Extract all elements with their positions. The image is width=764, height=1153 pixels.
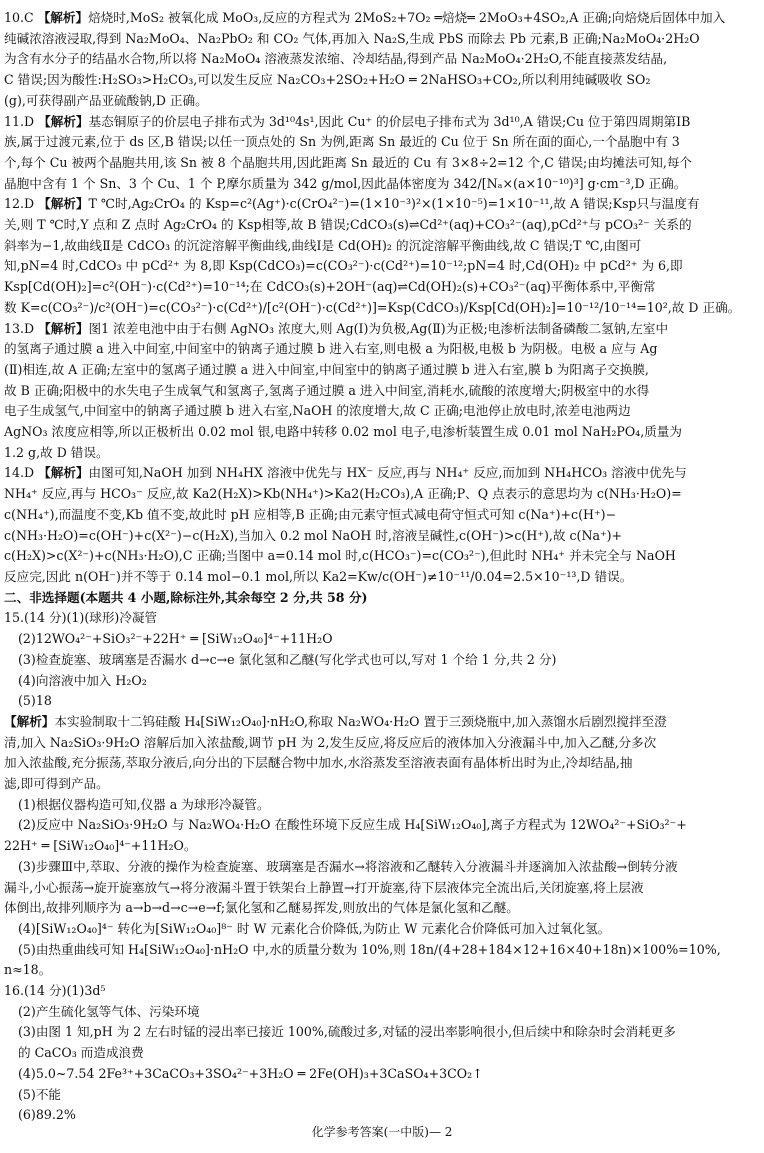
answer-15 — [4, 608, 756, 981]
question-head: 16.(14 分)(1)3d⁵ — [4, 983, 106, 999]
answer-line: (3)由图 1 知,pH 为 2 左右时锰的浸出率已接近 100%,硫酸过多,对锰的浸出率影响很小,但后续中和除杂时会消耗更多 — [18, 1024, 676, 1040]
text-line: 清,加入 Na₂SiO₃·9H₂O 溶解后加入浓盐酸,调节 pH 为 2,发生反应,将反应后的液体加入分液漏斗中,加入乙醚,分多次 — [4, 734, 657, 750]
text-line: 焙烧时,MoS₂ 被氧化成 MoO₃,反应的方程式为 2MoS₂+7O₂ ═焙烧═ 2MoO₃+4SO₂,A 正确;向焙烧后固体中加入 — [88, 10, 726, 25]
question-head: 15.(14 分)(1)(球形)冷凝管 — [4, 610, 158, 626]
text-line: 为含有水分子的结晶水合物,所以将 Na₂MoO₄ 溶液蒸发浓缩、冷却结晶,得到产品 Na₂MoO₄·2H₂O,不能直接蒸发结晶, — [4, 51, 668, 67]
answer-number: 12.D — [4, 196, 35, 212]
text-line: 反应完,因此 n(OH⁻)并不等于 0.14 mol−0.1 mol,所以 Ka2=Kw/c(OH⁻)≠10⁻¹¹/0.04=2.5×10⁻¹³,D 错误。 — [4, 568, 633, 584]
text-line: 个,每个 Cu 被两个晶胞共用,该 Sn 被 8 个晶胞共用,因此距离 Sn 最近的 Cu 有 3×8÷2=12 个,C 错误;由均摊法可知,每个 — [4, 154, 693, 170]
text-line: 纯碱浓溶液浸取,得到 Na₂MoO₄、Na₂PbO₂ 和 CO₂ 气体,再加入 Na₂S,生成 PbS 而除去 Pb 元素,B 正确;Na₂MoO₄·2H₂O — [4, 30, 700, 46]
answer-number: 10.C — [4, 10, 34, 25]
text-line: C 错误;因为酸性:H₂SO₃>H₂CO₃,可以发生反应 Na₂CO₃+2SO₂+H₂O ═ 2NaHSO₃+CO₂,所以利用纯碱吸收 SO₂ — [4, 72, 651, 88]
text-line: (1)根据仪器构造可知,仪器 a 为球形冷凝管。 — [18, 796, 270, 812]
answer-line: (6)89.2% — [18, 1107, 76, 1123]
answer-line: (2)12WO₄²⁻+SiO₃²⁻+22H⁺ ═ [SiW₁₂O₄₀]⁴⁻+11H₂O — [18, 631, 333, 647]
answer-line: (5)18 — [18, 693, 52, 709]
text-line: (5)由热重曲线可知 H₄[SiW₁₂O₄₀]·nH₂O 中,水的质量分数为 10%,则 18n/(4+28+184×12+16×40+18n)×100%=10%, — [18, 941, 721, 957]
answer-14-line-1 — [4, 463, 756, 484]
text-line: (Ⅱ)相连,故 A 正确;左室中的氢离子通过膜 a 进入中间室,中间室中的钠离子通过膜 b 进入右室,膜 b 为阳离子交换膜, — [4, 361, 649, 377]
text-line: 关,则 T ℃时,Y 点和 Z 点时 Ag₂CrO₄ 的 Ksp相等,故 B 错误;CdCO₃(s)⇌Cd²⁺(aq)+CO₃²⁻(aq),pCd²⁺与 pCO₃²⁻ 关系的 — [4, 217, 692, 233]
answer-number: 13.D — [4, 320, 35, 336]
text-line: 本实验制取十二钨硅酸 H₄[SiW₁₂O₄₀]·nH₂O,称取 Na₂WO₄·H₂O 置于三颈烧瓶中,加入蒸馏水后剧烈搅拌至澄 — [54, 713, 667, 729]
answer-page — [4, 8, 756, 1126]
text-line: NH₄⁺ 反应,再与 HCO₃⁻ 反应,故 Ka2(H₂X)>Kb(NH₄⁺)>Ka2(H₂CO₃),A 正确;P、Q 点表示的意思均为 c(NH₃·H₂O)= — [4, 486, 682, 502]
text-line: 由图可知,NaOH 加到 NH₄HX 溶液中优先与 HX⁻ 反应,再与 NH₄⁺ 反应,而加到 NH₄HCO₃ 溶液中优先与 — [88, 465, 687, 481]
answer-line: 的 CaCO₃ 而造成浪费 — [18, 1045, 144, 1061]
text-line: 族,属于过渡元素,位于 ds 区,B 错误;以任一顶点处的 Sn 为例,距离 Sn 最近的 Cu 位于 Sn 所在面的面心,一个晶胞中有 3 — [4, 134, 680, 150]
page-footer: 化学参考答案(一中版)— 2 — [311, 1125, 453, 1139]
text-line: c(NH₄⁺),而温度不变,Kb 值不变,故此时 pH 应相等,B 正确;由元素守恒式减电荷守恒式可知 c(Na⁺)+c(H⁺)− — [4, 506, 617, 522]
answer-line: (3)检查旋塞、玻璃塞是否漏水 d→c→e 氯化氢和乙醚(写化学式也可以,写对 1 个给 1 分,共 2 分) — [18, 651, 557, 667]
text-line: 故 B 正确;阳极中的水失电子生成氧气和氢离子,氢离子通过膜 a 进入中间室,消耗水,硫酸的浓度增大;阴极室中的水得 — [4, 382, 650, 398]
answer-11-line-1 — [4, 112, 756, 133]
analysis-tag: 【解析】 — [38, 196, 89, 212]
answer-13-line-1 — [4, 319, 756, 340]
answer-13 — [4, 319, 756, 464]
answer-10-line-1 — [4, 8, 756, 29]
answer-number: 14.D — [4, 465, 35, 481]
analysis-line-1 — [4, 712, 756, 733]
text-line: AgNO₃ 浓度应相等,所以正极析出 0.02 mol 银,电路中转移 0.02 mol 电子,电渗析装置生成 0.01 mol NaH₂PO₄,质量为 — [4, 424, 682, 440]
answer-line: (2)产生硫化氢等气体、污染环境 — [18, 1003, 200, 1019]
text-line: 知,pN=4 时,CdCO₃ 中 pCd²⁺ 为 8,即 Ksp(CdCO₃)=c(CO₃²⁻)·c(Cd²⁺)=10⁻¹²;pN=4 时,Cd(OH)₂ 中 pCd²⁺ 为 6,即 — [4, 258, 683, 274]
text-line: c(NH₃·H₂O)=c(OH⁻)+c(X²⁻)−c(H₂X),当加入 0.2 mol NaOH 时,溶液呈碱性,c(OH⁻)>c(H⁺),故 c(Na⁺)+ — [4, 527, 623, 543]
answer-12 — [4, 194, 756, 318]
answer-12-line-1 — [4, 194, 756, 215]
analysis-tag: 【解析】 — [38, 113, 89, 129]
text-line: 加入浓盐酸,充分振荡,萃取分液后,向分出的下层醚合物中加水,水浴蒸发至溶液表面有晶体析出时为止,冷却结晶,抽 — [4, 755, 633, 771]
text-line: 滤,即可得到产品。 — [4, 776, 109, 792]
answer-16 — [4, 981, 756, 1126]
text-line: (g),可获得副产品亚硫酸钠,D 正确。 — [4, 92, 208, 108]
answer-line: (4)5.0~7.54 2Fe³⁺+3CaCO₃+3SO₄²⁻+3H₂O ═ 2Fe(OH)₃+3CaSO₄+3CO₂↑ — [18, 1065, 483, 1081]
text-line: 基态铜原子的价层电子排布式为 3d¹⁰4s¹,因此 Cu⁺ 的价层电子排布式为 3d¹⁰,A 错误;Cu 位于第四周期第ⅠB — [88, 113, 691, 129]
text-line: 22H⁺ ═ [SiW₁₂O₄₀]⁴⁻+11H₂O。 — [4, 838, 197, 854]
text-line: T ℃时,Ag₂CrO₄ 的 Ksp=c²(Ag⁺)·c(CrO₄²⁻)=(1×10⁻³)²×(1×10⁻⁵)=1×10⁻¹¹,故 A 错误;Ksp只与温度有 — [88, 196, 700, 212]
text-line: 1.2 g,故 D 错误。 — [4, 444, 109, 460]
analysis-tag: 【解析】 — [37, 10, 89, 25]
text-line: (4)[SiW₁₂O₄₀]⁴⁻ 转化为[SiW₁₂O₄₀]⁸⁻ 时 W 元素化合价降低,为防止 W 元素化合价降低可加入过氧化氢。 — [18, 920, 611, 936]
answer-11 — [4, 112, 756, 195]
answer-line: (5)不能 — [18, 1086, 62, 1102]
text-line: c(H₂X)>c(X²⁻)+c(NH₃·H₂O),C 正确;当图中 a=0.14 mol 时,c(HCO₃⁻)=c(CO₃²⁻),但此时 NH₄⁺ 并未完全与 NaOH — [4, 548, 676, 564]
answer-line: (4)向溶液中加入 H₂O₂ — [18, 672, 147, 688]
analysis-tag: 【解析】 — [38, 465, 89, 481]
text-line: 数 K=c(CO₃²⁻)/c²(OH⁻)=c(CO₃²⁻)·c(Cd²⁺)/[c²(OH⁻)·c(Cd²⁺)]=Ksp(CdCO₃)/Ksp[Cd(OH)₂]=10⁻¹²/10⁻¹⁴=10²,故 D 正确。 — [4, 299, 741, 315]
answer-14 — [4, 463, 756, 587]
answer-10 — [4, 8, 756, 112]
text-line: 体倒出,故排列顺序为 a→b→d→c→e→f;氯化氢和乙醚易挥发,则放出的气体是氯化氢和乙醚。 — [4, 900, 519, 916]
text-line: 晶胞中含有 1 个 Sn、3 个 Cu、1 个 P,摩尔质量为 342 g/mol,因此晶体密度为 342/[Nₐ×(a×10⁻¹⁰)³] g·cm⁻³,D 正确。 — [4, 175, 687, 191]
text-line: (3)步骤Ⅲ中,萃取、分液的操作为检查旋塞、玻璃塞是否漏水→将溶液和乙醚转入分液漏斗并逐滴加入浓盐酸→倒转分液 — [18, 858, 678, 874]
text-line: 的氢离子通过膜 a 进入中间室,中间室中的钠离子通过膜 b 进入右室,则电极 a 为阳极,电极 b 为阴极。电极 a 应与 Ag — [4, 341, 658, 357]
text-line: 图1 浓差电池中由于右侧 AgNO₃ 浓度大,则 Ag(Ⅰ)为负极,Ag(Ⅱ)为正极;电渗析法制备磷酸二氢钠,左室中 — [88, 320, 669, 336]
section-heading: 二、非选择题(本题共 4 小题,除标注外,其余每空 2 分,共 58 分) — [4, 589, 368, 605]
analysis-tag: 【解析】 — [4, 713, 55, 729]
analysis-tag: 【解析】 — [38, 320, 89, 336]
text-line: n≈18。 — [4, 962, 52, 978]
text-line: 漏斗,小心振荡→旋开旋塞放气→将分液漏斗置于铁架台上静置→打开旋塞,待下层液体完全流出后,关闭旋塞,将上层液 — [4, 879, 644, 895]
text-line: Ksp[Cd(OH)₂]=c²(OH⁻)·c(Cd²⁺)=10⁻¹⁴;在 CdCO₃(s)+2OH⁻(aq)⇌Cd(OH)₂(s)+CO₃²⁻(aq)平衡体系中,平衡常 — [4, 279, 656, 295]
text-line: 斜率为−1,故曲线Ⅱ是 CdCO₃ 的沉淀溶解平衡曲线,曲线Ⅰ是 Cd(OH)₂ 的沉淀溶解平衡曲线,故 C 错误;T ℃,由图可 — [4, 237, 642, 253]
text-line: (2)反应中 Na₂SiO₃·9H₂O 与 Na₂WO₄·H₂O 在酸性环境下反应生成 H₄[SiW₁₂O₄₀],离子方程式为 12WO₄²⁻+SiO₃²⁻+ — [18, 817, 687, 833]
answer-number: 11.D — [4, 113, 35, 129]
text-line: 电子生成氢气,中间室中的钠离子通过膜 b 进入右室,NaOH 的浓度增大,故 C 正确;电池停止放电时,浓差电池两边 — [4, 403, 631, 419]
